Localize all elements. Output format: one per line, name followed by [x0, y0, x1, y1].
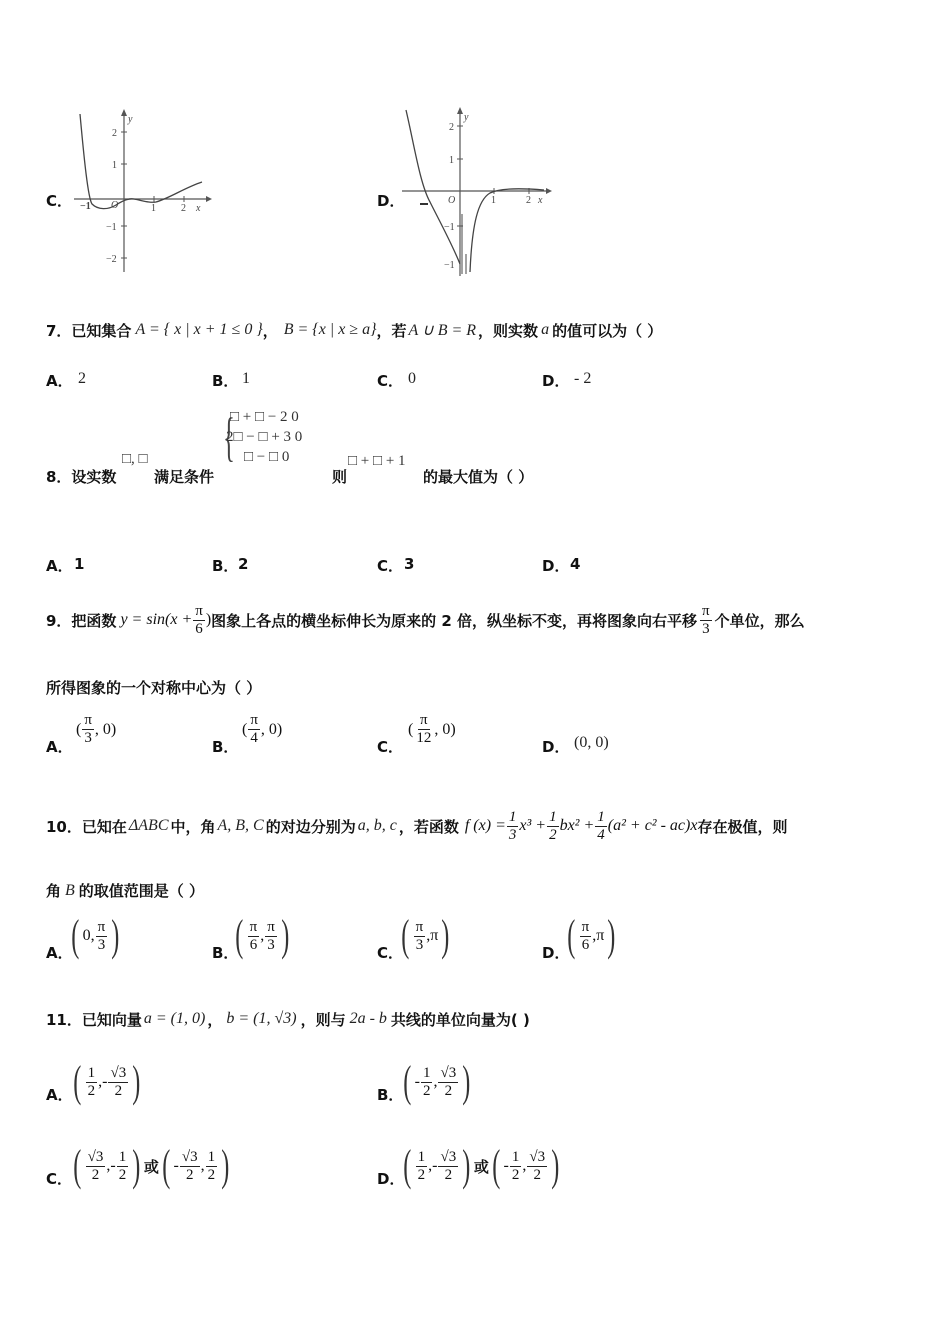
svg-text:2: 2 [112, 128, 117, 139]
q11-option-a[interactable]: A． [46, 1086, 73, 1104]
q9-option-c[interactable]: C． [377, 738, 404, 756]
q8-then: 则 [332, 468, 348, 486]
svg-text:−2: −2 [106, 254, 117, 265]
q10-options: A． ( 0, $\frac{\pi}{3}$ ) B． ( $\frac{\pi}{6}$ , $\frac{\pi}{3}$ ) C． ( $\frac{\pi}{3}$ ,π ) D． ( $\frac{\pi}{6}$ ,π ) [46, 911, 616, 962]
x-label: x [196, 203, 201, 214]
q8-option-a[interactable]: A． [46, 557, 73, 575]
q8-options: A． 1 B． 2 C． 3 D． 4 [46, 555, 581, 575]
q8-option-c[interactable]: C． [377, 557, 404, 575]
q8-cond: 满足条件 [154, 468, 215, 486]
svg-text:−1: −1 [444, 222, 455, 233]
option-d-label: D． [377, 192, 405, 210]
svg-text:2: 2 [449, 122, 454, 133]
svg-text:2: 2 [181, 203, 186, 214]
curve-d-right [470, 189, 544, 272]
vector-a: a = (1, 0) [143, 1010, 206, 1027]
q10-option-b[interactable]: B． [212, 944, 239, 962]
graph-d [400, 104, 552, 280]
q8-vars: □, □ [122, 451, 148, 467]
svg-text:1: 1 [449, 155, 454, 166]
y-label: y [128, 114, 133, 125]
q7-option-b[interactable]: B． [212, 372, 239, 390]
q11-option-b[interactable]: B． [377, 1086, 404, 1104]
question-9: 9．把函数 y = sin(x + $\frac{\pi}{6}$ ) 图象上各点的横坐标伸长为原来的 2 倍，纵坐标不变，再将图象向右平移 $\frac{\pi}{3}$ 个单位，那么 [46, 602, 805, 637]
q8-end: 的最大值为（ ） [423, 468, 534, 486]
q7-option-a[interactable]: A． [46, 372, 73, 390]
union-expr: A ∪ B = R [408, 322, 477, 339]
q10-function: f (x) = $\frac{1}{3}$ x³ + $\frac{1}{2}$ bx² + $\frac{1}{4}$ (a² + c² - ac)x [464, 808, 698, 843]
q11-option-c[interactable]: C． [46, 1170, 73, 1188]
q7-option-c[interactable]: C． [377, 372, 404, 390]
question-7: 7．已知集合 A = { x | x + 1 ≤ 0 } ， B = {x | x ≥ a} ，若 A ∪ B = R ，则实数 a 的值可以为（ ） [46, 321, 663, 340]
q9-shift: $\frac{\pi}{3}$ [702, 602, 710, 637]
svg-text:O: O [448, 195, 456, 206]
svg-text:1: 1 [491, 195, 496, 206]
q9-option-a[interactable]: A． [46, 738, 73, 756]
q11-c-value: ( $\frac{√3}{2}$ , - $\frac{1}{2}$ ) 或 ( - $\frac{√3}{2}$ , $\frac{1}{2}$ ) [73, 1141, 230, 1190]
q10-option-a[interactable]: A． [46, 944, 73, 962]
q8-option-d[interactable]: D． [542, 557, 570, 575]
x-arrow [206, 196, 212, 202]
q9-options: A． ( $\frac{\pi}{3}$ , 0) B． ( $\frac{\pi}{4}$ , 0) C． ( $\frac{\pi}{12}$ , 0) D． (0, 0) [46, 712, 609, 756]
svg-text:1: 1 [151, 203, 156, 214]
curve-c [80, 114, 202, 209]
vector-b: b = (1, √3) [226, 1010, 297, 1027]
svg-text:−1: −1 [80, 201, 91, 212]
constraint-system: { □ + □ − 2 0 2□ − □ + 3 0 □ − □ 0 [223, 407, 303, 467]
q10-line2: 角 B 的取值范围是（ ） [46, 881, 205, 900]
q11-a-value: ( $\frac{1}{2}$ , - $\frac{√3}{2}$ ) [73, 1057, 141, 1106]
question-10: 10．已知在 ΔABC 中，角 A, B, C 的对边分别为 a, b, c ，若函数 f (x) = $\frac{1}{3}$ x³ + $\frac{1}{2}$ bx² + $\frac{1}{4}$ (a² + c² - ac)x 存在极值，则 [46, 808, 788, 843]
q11-b-value: ( - $\frac{1}{2}$ , $\frac{√3}{2}$ ) [403, 1057, 471, 1106]
q11-option-d[interactable]: D． [377, 1170, 405, 1188]
question-11: 11．已知向量 a = (1, 0) ， b = (1, √3) ，则与 2a - b 共线的单位向量为( ) [46, 1010, 530, 1029]
q10-option-c[interactable]: C． [377, 944, 404, 962]
q11-d-value: ( $\frac{1}{2}$ , - $\frac{√3}{2}$ ) 或 ( - $\frac{1}{2}$ , $\frac{√3}{2}$ ) [403, 1141, 560, 1190]
q7-option-d[interactable]: D． [542, 372, 570, 390]
svg-text:y: y [464, 112, 469, 123]
q8-expr: □ + □ + 1 [348, 453, 406, 469]
q9-option-b[interactable]: B． [212, 738, 239, 756]
svg-text:−1: −1 [106, 222, 117, 233]
set-b: B = {x | x ≥ a} [283, 321, 377, 338]
q9-option-d[interactable]: D． [542, 738, 570, 756]
set-a: A = { x | x + 1 ≤ 0 } [135, 321, 263, 338]
graph-c [72, 108, 212, 276]
q8-prefix: 8．设实数 [46, 468, 117, 486]
q10-option-d[interactable]: D． [542, 944, 570, 962]
q8-option-b[interactable]: B． [212, 557, 239, 575]
svg-text:x: x [538, 195, 543, 206]
y-arrow [121, 109, 127, 116]
svg-text:O: O [111, 200, 119, 211]
curve-d-left [406, 110, 460, 264]
svg-text:1: 1 [112, 160, 117, 171]
q9-line2: 所得图象的一个对称中心为（ ） [46, 679, 262, 697]
svg-text:2: 2 [526, 195, 531, 206]
q7-options: A． 2 B． 1 C． 0 D． - 2 [46, 370, 592, 390]
q9-function: y = sin(x + $\frac{\pi}{6}$ ) [120, 602, 212, 637]
svg-text:−1: −1 [444, 260, 455, 271]
option-c-label: C． [46, 192, 73, 210]
